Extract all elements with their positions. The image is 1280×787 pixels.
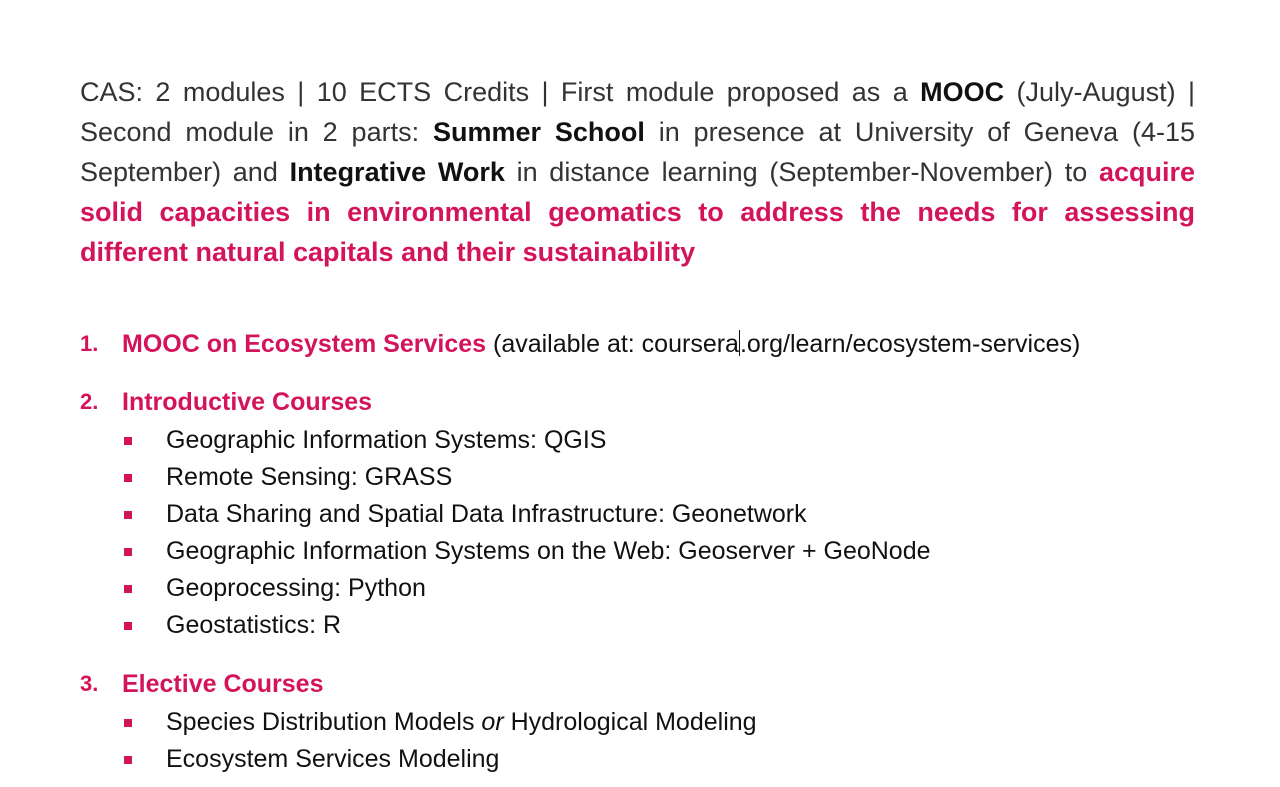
summer-school-label: Summer School [432, 117, 645, 147]
section-heading-line [122, 666, 1195, 702]
course-name: Geographic Information Systems on the Web: Geoserver + GeoNode [166, 537, 931, 565]
section-number: 1. [80, 331, 99, 356]
integrative-work-label: Integrative Work [289, 157, 505, 187]
square-bullet-icon [124, 548, 132, 556]
square-bullet-icon [124, 756, 132, 764]
document-page [80, 72, 1195, 778]
square-bullet-icon [124, 511, 132, 519]
list-item [166, 496, 1195, 533]
course-name: Geostatistics: R [166, 611, 342, 639]
list-item [166, 459, 1195, 496]
course-name-part: Species Distribution Models [166, 708, 482, 736]
course-name: Geographic Information Systems: QGIS [166, 426, 607, 454]
list-item [166, 570, 1195, 607]
intro-paragraph [80, 72, 1195, 272]
section-heading-line [122, 326, 1195, 362]
section-number: 2. [80, 389, 99, 414]
section-number: 3. [80, 671, 99, 696]
square-bullet-icon [124, 474, 132, 482]
course-name: Data Sharing and Spatial Data Infrastructure: Geonetwork [166, 500, 807, 528]
section-title: MOOC on Ecosystem Services [122, 330, 487, 358]
section-heading-line [122, 384, 1195, 420]
section-mooc [80, 326, 1195, 362]
coursera-note-prefix: (available at: coursera [486, 330, 739, 358]
list-item [166, 607, 1195, 644]
intro-text-4: in distance learning (September-November) to [504, 157, 1099, 187]
mooc-label: MOOC [920, 77, 1005, 107]
list-item [166, 741, 1195, 778]
square-bullet-icon [124, 622, 132, 630]
introductive-course-list [80, 422, 1195, 644]
course-name: Remote Sensing: GRASS [166, 463, 453, 491]
list-item [166, 422, 1195, 459]
course-or-word: or [481, 708, 504, 736]
square-bullet-icon [124, 719, 132, 727]
section-title: Introductive Courses [122, 388, 373, 416]
section-introductive-courses [80, 384, 1195, 644]
list-item [166, 533, 1195, 570]
list-item [166, 704, 1195, 741]
elective-course-list [80, 704, 1195, 778]
course-name: Geoprocessing: Python [166, 574, 426, 602]
course-name-part: Hydrological Modeling [503, 708, 757, 736]
intro-text-3: in presence at University of Geneva (4-15 September) and [80, 117, 1196, 187]
square-bullet-icon [124, 437, 132, 445]
section-title: Elective Courses [122, 670, 324, 698]
course-name: Ecosystem Services Modeling [166, 745, 500, 773]
program-goal: acquire solid capacities in environmental geomatics to address the needs for assessing different natural capitals and their sustainability [80, 157, 1195, 267]
intro-text-1: CAS: 2 modules | 10 ECTS Credits | First module proposed as a [80, 77, 921, 107]
intro-text-2: (July-August) | Second module in 2 parts: [80, 77, 1195, 147]
coursera-note-suffix: .org/learn/ecosystem-services) [739, 330, 1081, 358]
section-elective-courses [80, 666, 1195, 778]
square-bullet-icon [124, 585, 132, 593]
